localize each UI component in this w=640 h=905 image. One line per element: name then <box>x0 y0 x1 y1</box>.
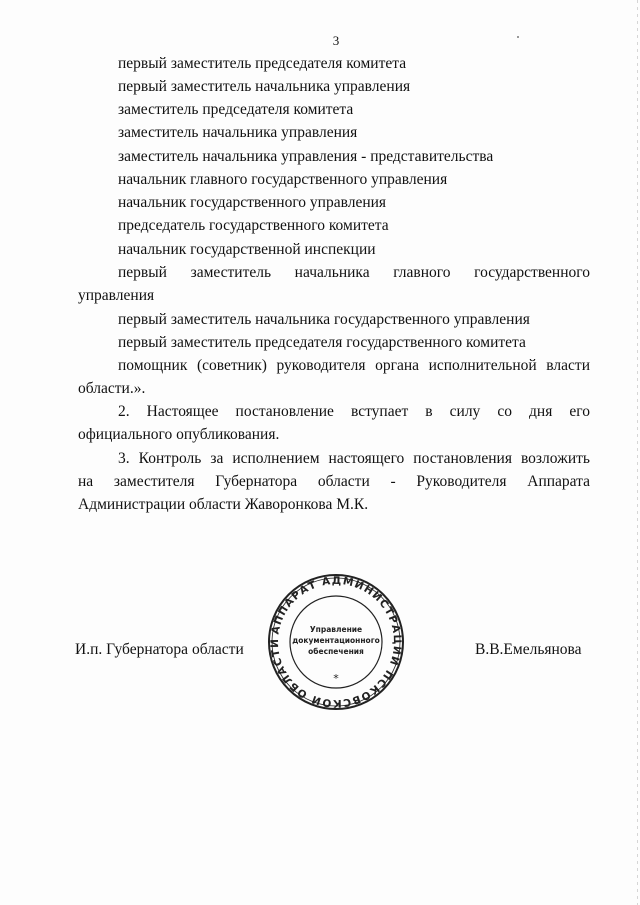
clause-3-line2: на заместителя Губернатора области - Руководителя Аппарата <box>78 473 590 490</box>
stamp-star: * <box>333 672 339 685</box>
official-stamp <box>266 572 406 712</box>
clause-3-line3: Администрации области Жаворонкова М.К. <box>78 496 369 513</box>
position-item-assistant-line1: помощник (советник) руководителя органа исполнительной власти <box>118 357 590 374</box>
stamp-center-line2: документационного <box>292 636 380 645</box>
position-item: начальник главного государственного управления <box>118 171 448 188</box>
position-item: первый заместитель начальника управления <box>118 78 411 95</box>
position-item: заместитель начальника управления - представительства <box>118 148 494 165</box>
signatory-name: В.В.Емельянова <box>475 641 582 658</box>
position-item-assistant-line2: области.». <box>78 380 146 397</box>
position-item: председатель государственного комитета <box>118 217 389 234</box>
clause-2-line1: 2. Настоящее постановление вступает в силу со дня его <box>118 403 590 420</box>
clause-2-line2: официального опубликования. <box>78 426 280 443</box>
position-item-first-deputy-main-line2: управления <box>78 287 155 304</box>
position-item: заместитель начальника управления <box>118 124 358 141</box>
stamp-center-line3: обеспечения <box>308 647 364 656</box>
position-item: начальник государственной инспекции <box>118 241 376 258</box>
position-item: первый заместитель председателя государственного комитета <box>118 334 526 351</box>
scan-edge-line <box>637 0 638 905</box>
stamp-ring-text: АППАРАТ АДМИНИСТРАЦИИ ПСКОВСКОЙ ОБЛАСТИ <box>268 574 404 710</box>
stamp-center-line1: Управление <box>309 625 363 634</box>
position-item: первый заместитель начальника государственного управления <box>118 311 530 328</box>
position-item-first-deputy-main-line1: первый заместитель начальника главного государственного <box>118 264 590 281</box>
signatory-title: И.п. Губернатора области <box>75 641 244 658</box>
position-item: начальник государственного управления <box>118 194 387 211</box>
page-number: 3 <box>332 33 340 48</box>
position-item: первый заместитель председателя комитета <box>118 55 407 72</box>
clause-3-line1: 3. Контроль за исполнением настоящего постановления возложить <box>118 450 590 467</box>
position-item: заместитель председателя комитета <box>118 101 354 118</box>
